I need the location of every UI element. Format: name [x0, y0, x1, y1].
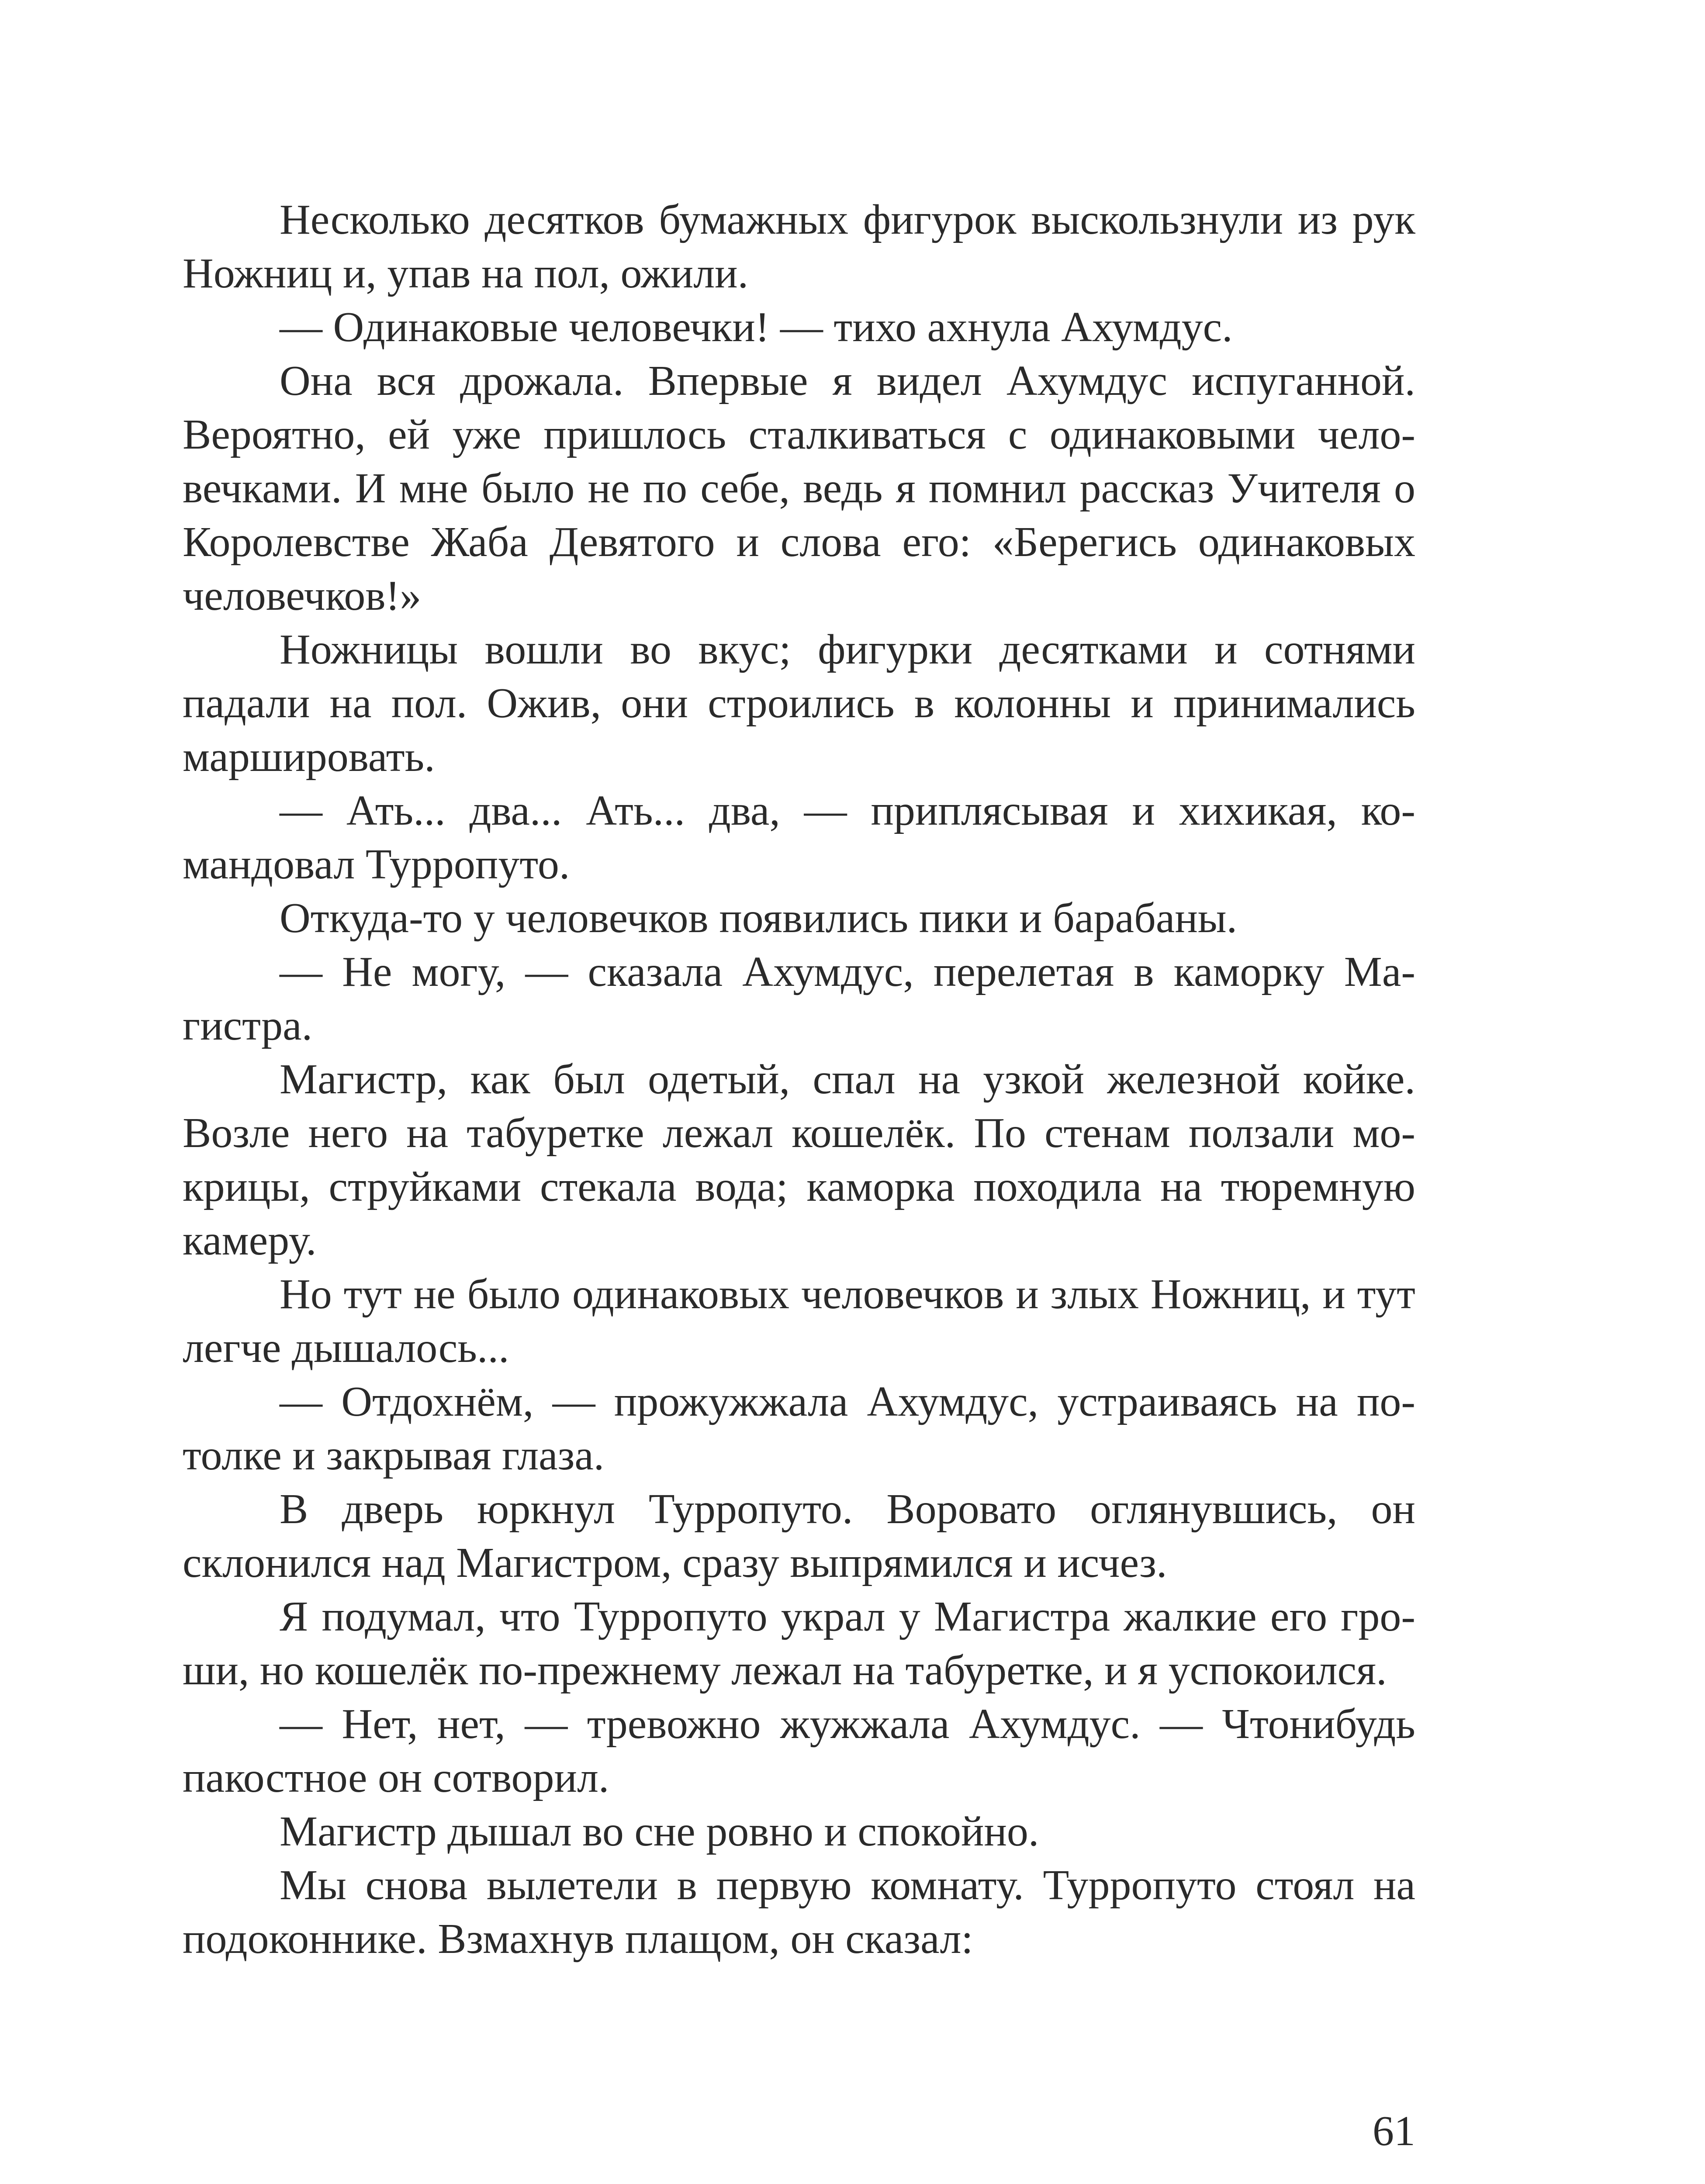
- paragraph: Я подумал, что Турропуто украл у Магистра жалкие его гроши, но кошелёк по-прежнему лежал на табуретке, и я успокоился.: [183, 1593, 1415, 1694]
- paragraph: Ножницы вошли во вкус; фигурки десятками и сотнями падали на пол. Ожив, они строились в колонны и принимались маршировать.: [183, 626, 1415, 781]
- body-text: [183, 193, 1415, 1966]
- paragraph: — Отдохнём, — прожужжала Ахумдус, устраиваясь на потолке и закрывая глаза.: [183, 1378, 1415, 1479]
- paragraph: В дверь юркнул Турропуто. Воровато оглянувшись, он склонился над Магистром, сразу выпрямился и исчез.: [183, 1486, 1415, 1586]
- paragraph: Магистр, как был одетый, спал на узкой железной койке. Возле него на табуретке лежал кошелёк. По стенам ползали мокрицы, струйками стекала вода; каморка походила на тюремную камеру.: [183, 1056, 1415, 1264]
- paragraph: — Не могу, — сказала Ахумдус, перелетая в каморку Магистра.: [183, 948, 1415, 1049]
- paragraph: Она вся дрожала. Впервые я видел Ахумдус испуганной. Вероятно, ей уже пришлось сталкиваться с одинаковыми человечками. И мне было не по себе, ведь я помнил рассказ Учителя о Королевстве Жаба Девятого и слова его: «Берегись одинаковых человечков!»: [183, 357, 1415, 619]
- paragraph: — Одинаковые человечки! — тихо ахнула Ахумдус.: [280, 304, 1233, 351]
- paragraph: Но тут не было одинаковых человечков и злых Ножниц, и тут легче дышалось...: [183, 1271, 1415, 1372]
- paragraph: Мы снова вылетели в первую комнату. Турропуто стоял на подоконнике. Взмахнув плащом, он сказал:: [183, 1862, 1415, 1963]
- paragraph: Магистр дышал во сне ровно и спокойно.: [280, 1808, 1039, 1855]
- paragraph: — Ать... два... Ать... два, — приплясывая и хихикая, командовал Турропуто.: [183, 787, 1415, 888]
- page-number: 61: [1373, 2108, 1415, 2155]
- paragraph: — Нет, нет, — тревожно жужжала Ахумдус. — Чтонибудь пакостное он сотворил.: [183, 1700, 1415, 1801]
- paragraph: Откуда-то у человечков появились пики и барабаны.: [280, 895, 1238, 942]
- paragraph: Несколько десятков бумажных фигурок выскользнули из рук Ножниц и, упав на пол, ожили.: [183, 196, 1415, 297]
